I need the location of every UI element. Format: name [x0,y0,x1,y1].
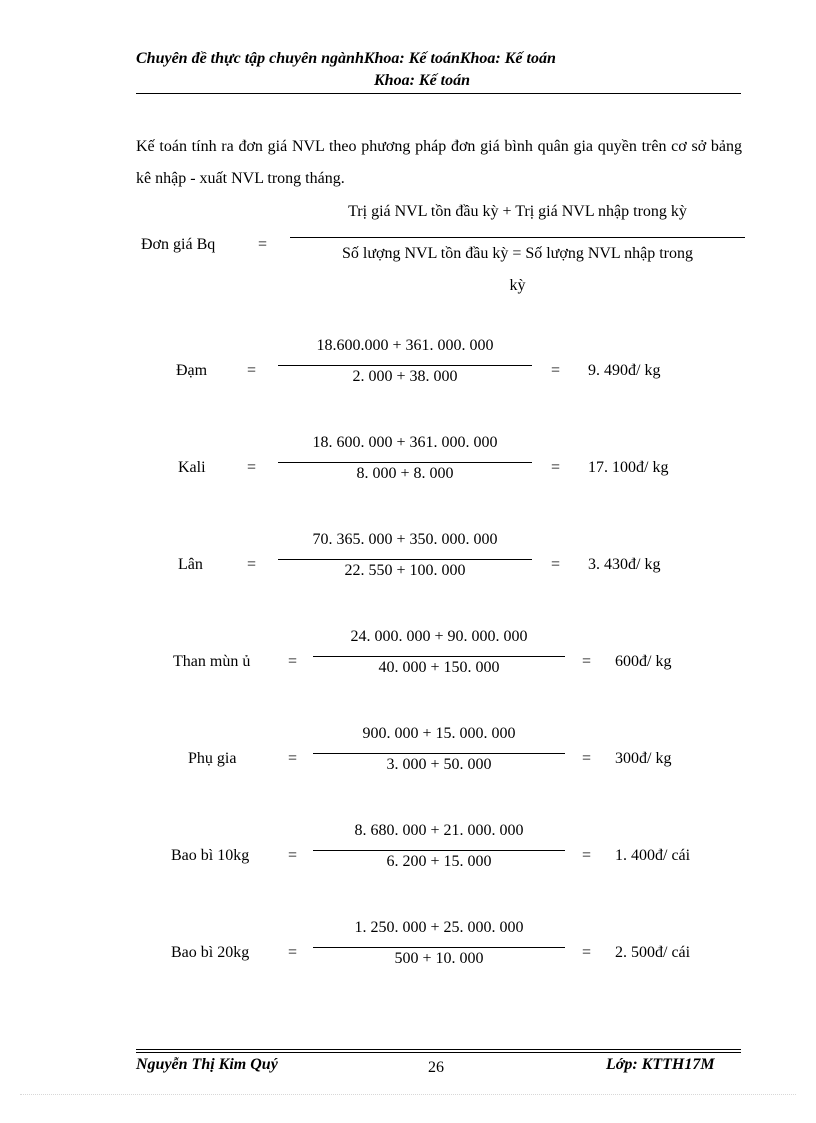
calc-denominator: 500 + 10. 000 [394,950,484,967]
calc-label: Lân [178,556,203,573]
calc-numerator: 900. 000 + 15. 000. 000 [362,725,516,742]
calc-fraction-bar [313,753,565,754]
calc-row-than-mun-u [0,628,816,698]
calc-denominator: 8. 000 + 8. 000 [356,465,454,482]
general-formula-equals: = [258,236,268,253]
general-formula-label: Đơn giá Bq [141,236,216,253]
calc-result: 2. 500đ/ cái [615,944,691,961]
calc-fraction-bar [313,947,565,948]
calc-equals: = [247,459,257,476]
footer-page-number: 26 [428,1059,444,1076]
header-department: Khoa: Kế toán [374,72,471,89]
footer-rule-bottom [136,1052,741,1053]
calc-equals: = [247,362,257,379]
calc-label: Kali [178,459,206,476]
calc-result: 9. 490đ/ kg [588,362,661,379]
calc-fraction-bar [278,559,532,560]
calc-denominator: 22. 550 + 100. 000 [344,562,466,579]
calc-equals-result: = [582,944,592,961]
page-bottom-dotted-line [20,1094,796,1095]
calc-fraction-bar [313,850,565,851]
calc-equals: = [288,653,298,670]
calc-label: Bao bì 10kg [171,847,250,864]
calc-denominator: 2. 000 + 38. 000 [352,368,458,385]
general-formula-denominator [290,238,745,302]
calc-fraction-bar [313,656,565,657]
calc-label: Phụ gia [188,750,237,767]
general-formula-denominator-line2: kỳ [509,277,526,294]
calc-result: 600đ/ kg [615,653,672,670]
calc-result: 1. 400đ/ cái [615,847,691,864]
intro-paragraph: Kế toán tính ra đơn giá NVL theo phương pháp đơn giá bình quân gia quyền trên cơ sở bảng kê nhập - xuất NVL trong tháng. [136,138,742,187]
calc-fraction-bar [278,462,532,463]
calc-row-phu-gia [0,725,816,795]
calc-numerator: 1. 250. 000 + 25. 000. 000 [354,919,524,936]
calc-equals-result: = [551,362,561,379]
calc-equals: = [288,750,298,767]
calc-fraction-bar [278,365,532,366]
footer-rule-top [136,1049,741,1050]
header-title: Chuyên đề thực tập chuyên ngànhKhoa: Kế toánKhoa: Kế toán [136,50,556,67]
calc-equals-result: = [582,653,592,670]
calc-row-bao-bi-20kg [0,919,816,989]
calc-equals-result: = [582,847,592,864]
general-formula-numerator: Trị giá NVL tồn đầu kỳ + Trị giá NVL nhập trong kỳ [348,203,687,220]
calc-numerator: 18. 600. 000 + 361. 000. 000 [312,434,498,451]
calc-denominator: 3. 000 + 50. 000 [386,756,492,773]
general-formula-denominator-line1: Số lượng NVL tồn đầu kỳ = Số lượng NVL nhập trong [342,245,693,262]
calc-row-bao-bi-10kg [0,822,816,892]
calc-equals-result: = [551,459,561,476]
calc-equals: = [288,944,298,961]
calc-row-dam [0,337,816,407]
calc-row-lan [0,531,816,601]
calc-row-kali [0,434,816,504]
calc-equals: = [288,847,298,864]
calc-label: Bao bì 20kg [171,944,250,961]
calc-result: 17. 100đ/ kg [588,459,669,476]
calc-label: Đạm [176,362,208,379]
header-rule [136,93,741,94]
calc-denominator: 6. 200 + 15. 000 [386,853,492,870]
calc-result: 300đ/ kg [615,750,672,767]
calc-result: 3. 430đ/ kg [588,556,661,573]
footer-class: Lớp: KTTH17M [606,1056,715,1073]
calc-numerator: 18.600.000 + 361. 000. 000 [316,337,494,354]
calc-equals-result: = [551,556,561,573]
calc-equals-result: = [582,750,592,767]
calc-denominator: 40. 000 + 150. 000 [378,659,500,676]
calc-numerator: 24. 000. 000 + 90. 000. 000 [350,628,528,645]
calc-numerator: 8. 680. 000 + 21. 000. 000 [354,822,524,839]
calc-label: Than mùn ủ [173,653,251,670]
footer-author: Nguyễn Thị Kim Quý [136,1056,278,1073]
calc-numerator: 70. 365. 000 + 350. 000. 000 [312,531,498,548]
calc-equals: = [247,556,257,573]
